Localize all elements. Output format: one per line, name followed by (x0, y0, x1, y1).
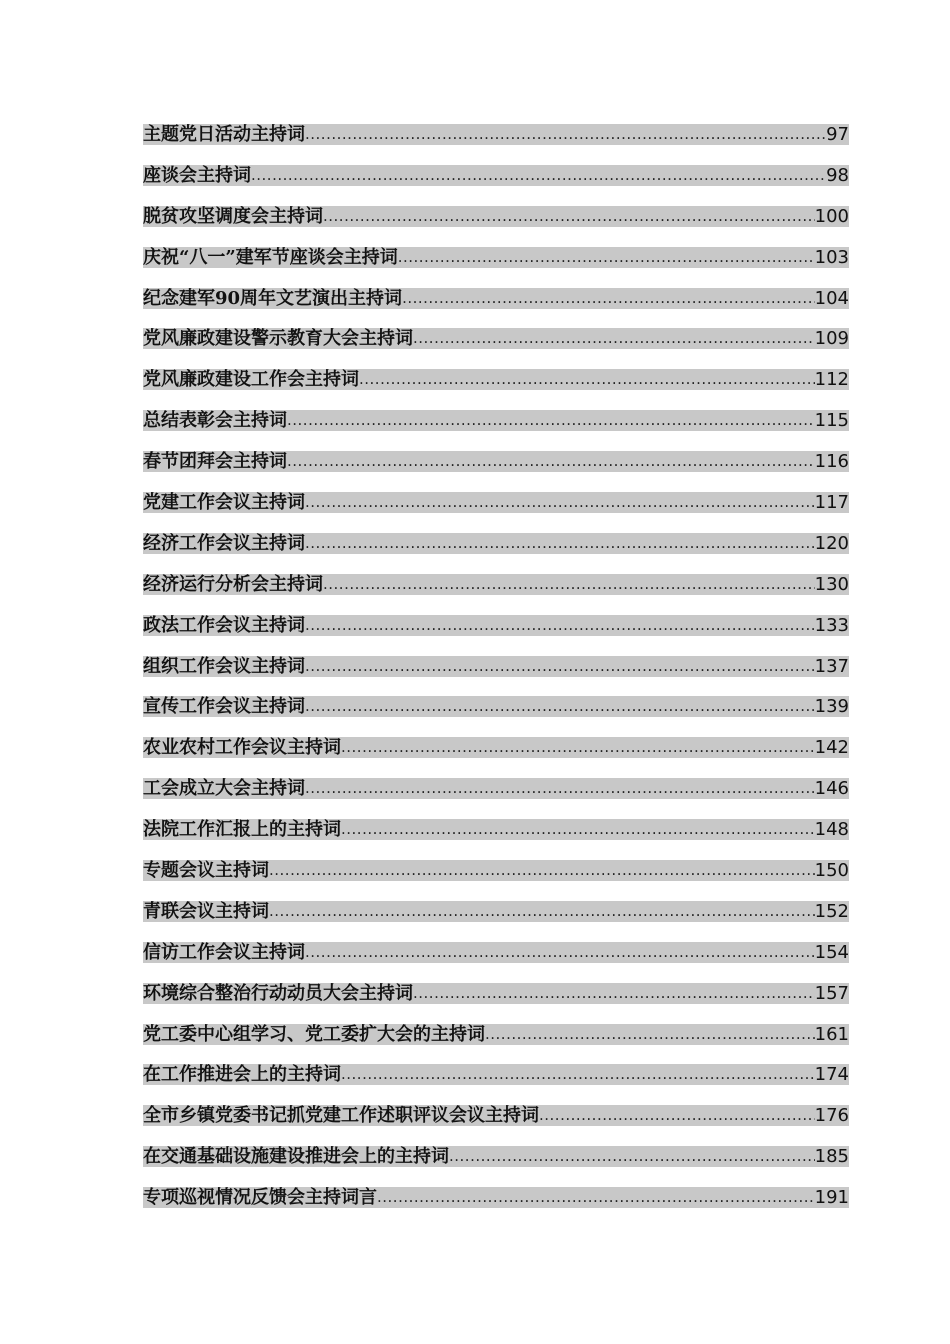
toc-entry-title: 党工委中心组学习、党工委扩大会的主持词 (143, 1023, 485, 1045)
toc-entry[interactable] (143, 492, 849, 533)
toc-entry[interactable] (143, 206, 849, 247)
toc-entry-title: 组织工作会议主持词 (143, 655, 305, 677)
toc-entry-page: 117 (814, 492, 849, 514)
toc-entry[interactable] (143, 410, 849, 451)
toc-entry-title: 在工作推进会上的主持词 (143, 1064, 341, 1086)
toc-entry[interactable] (143, 696, 849, 737)
toc-entry[interactable] (143, 533, 849, 574)
toc-leader-dots (341, 737, 815, 758)
toc-entry-page: 146 (814, 778, 849, 800)
toc-entry-title: 主题党日活动主持词 (143, 124, 305, 145)
toc-leader-dots (287, 451, 815, 472)
toc-leader-dots (413, 983, 815, 1004)
toc-leader-dots (398, 247, 815, 268)
toc-entry[interactable] (143, 737, 849, 778)
toc-entry[interactable] (143, 1146, 849, 1187)
toc-leader-dots (305, 656, 815, 677)
toc-leader-dots (305, 696, 815, 717)
toc-entry-page: 148 (814, 819, 849, 841)
toc-entry-page: 150 (814, 860, 849, 882)
toc-entry-page: 133 (814, 614, 849, 636)
toc-entry-page: 100 (814, 205, 849, 227)
toc-entry[interactable] (143, 247, 849, 288)
toc-entry-title: 政法工作会议主持词 (143, 614, 305, 636)
toc-entry[interactable] (143, 1064, 849, 1105)
toc-entry-page: 115 (814, 410, 849, 432)
toc-leader-dots (305, 492, 815, 513)
toc-leader-dots (341, 819, 815, 840)
toc-leader-dots (305, 533, 815, 554)
toc-entry-title: 经济工作会议主持词 (143, 532, 305, 554)
toc-entry-page: 103 (814, 246, 849, 268)
toc-entry-page: 116 (814, 451, 849, 473)
toc-entry-page: 157 (814, 982, 849, 1004)
toc-leader-dots (539, 1105, 815, 1126)
toc-entry-page: 185 (814, 1146, 849, 1168)
toc-entry-page: 97 (826, 124, 849, 145)
toc-entry-title: 党风廉政建设工作会主持词 (143, 369, 359, 391)
toc-entry-page: 174 (814, 1064, 849, 1086)
toc-leader-dots (305, 778, 815, 799)
toc-entry-page: 176 (814, 1105, 849, 1127)
toc-entry-title: 在交通基础设施建设推进会上的主持词 (143, 1146, 449, 1168)
toc-entry[interactable] (143, 942, 849, 983)
toc-leader-dots (269, 901, 815, 922)
toc-entry[interactable] (143, 288, 849, 329)
toc-entry[interactable] (143, 656, 849, 697)
toc-entry-title: 工会成立大会主持词 (143, 778, 305, 800)
toc-entry[interactable] (143, 860, 849, 901)
toc-leader-dots (251, 165, 826, 186)
toc-entry[interactable] (143, 778, 849, 819)
toc-leader-dots (305, 124, 826, 145)
toc-entry-page: 130 (814, 573, 849, 595)
toc-entry[interactable] (143, 451, 849, 492)
toc-entry-page: 161 (814, 1023, 849, 1045)
toc-leader-dots (485, 1024, 815, 1045)
toc-entry[interactable] (143, 165, 849, 206)
toc-leader-dots (269, 860, 815, 881)
table-of-contents (143, 124, 849, 1228)
toc-entry-title: 环境综合整治行动动员大会主持词 (143, 982, 413, 1004)
toc-entry-page: 152 (814, 900, 849, 922)
toc-entry[interactable] (143, 819, 849, 860)
toc-entry-title: 党建工作会议主持词 (143, 492, 305, 514)
toc-entry-page: 109 (814, 328, 849, 350)
toc-entry-title: 党风廉政建设警示教育大会主持词 (143, 328, 413, 350)
toc-entry[interactable] (143, 901, 849, 942)
toc-entry[interactable] (143, 574, 849, 615)
toc-entry[interactable] (143, 983, 849, 1024)
toc-entry-title: 法院工作汇报上的主持词 (143, 819, 341, 841)
toc-entry-page: 120 (814, 532, 849, 554)
toc-entry-title: 信访工作会议主持词 (143, 941, 305, 963)
toc-entry-title: 纪念建军90周年文艺演出主持词 (143, 287, 403, 309)
toc-entry[interactable] (143, 1105, 849, 1146)
toc-entry-title: 春节团拜会主持词 (143, 451, 287, 473)
toc-entry-title: 专题会议主持词 (143, 860, 269, 882)
toc-entry-page: 142 (814, 737, 849, 759)
toc-entry-page: 139 (814, 696, 849, 718)
toc-entry[interactable] (143, 615, 849, 656)
toc-entry[interactable] (143, 369, 849, 410)
toc-entry-title: 脱贫攻坚调度会主持词 (143, 205, 323, 227)
toc-entry-title: 总结表彰会主持词 (143, 410, 287, 432)
toc-entry-page: 112 (814, 369, 849, 391)
toc-leader-dots (413, 328, 815, 349)
toc-entry-title: 全市乡镇党委书记抓党建工作述职评议会议主持词 (143, 1105, 539, 1127)
toc-entry[interactable] (143, 328, 849, 369)
toc-leader-dots (323, 574, 815, 595)
toc-entry-page: 104 (814, 287, 849, 309)
toc-entry-title: 农业农村工作会议主持词 (143, 737, 341, 759)
toc-leader-dots (377, 1187, 815, 1208)
toc-leader-dots (305, 942, 815, 963)
toc-entry[interactable] (143, 1024, 849, 1065)
toc-entry-title: 专项巡视情况反馈会主持词言 (143, 1187, 377, 1209)
toc-entry-title: 经济运行分析会主持词 (143, 573, 323, 595)
toc-leader-dots (402, 288, 815, 309)
toc-leader-dots (449, 1146, 815, 1167)
toc-leader-dots (341, 1064, 815, 1085)
toc-entry-title: 座谈会主持词 (143, 164, 251, 186)
toc-entry-page: 98 (826, 164, 849, 186)
toc-entry-title: 庆祝“八一”建军节座谈会主持词 (143, 246, 398, 268)
toc-leader-dots (359, 369, 815, 390)
toc-entry[interactable] (143, 124, 849, 165)
toc-entry[interactable] (143, 1187, 849, 1228)
toc-leader-dots (287, 410, 815, 431)
toc-entry-page: 137 (814, 655, 849, 677)
toc-entry-page: 154 (814, 941, 849, 963)
toc-leader-dots (323, 206, 815, 227)
toc-entry-title: 青联会议主持词 (143, 900, 269, 922)
toc-leader-dots (305, 615, 815, 636)
toc-entry-page: 191 (814, 1187, 849, 1209)
toc-entry-title: 宣传工作会议主持词 (143, 696, 305, 718)
